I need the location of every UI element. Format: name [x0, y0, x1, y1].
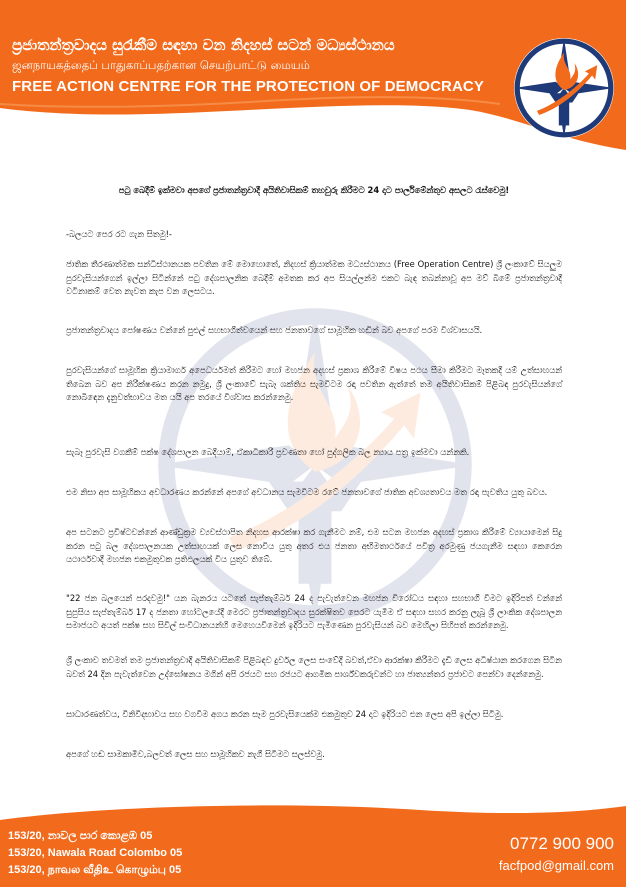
letter-heading: පටු බෙදීම් ඉක්මවා අපගේ ප්‍රජාතන්ත්‍රවාදී අයිතිවාසිකම් තහවුරු කිරීමට 24 දාට පාර්ලිමේන්තුව අසලට රැස්වෙමු! — [118, 185, 510, 195]
letterhead — [0, 0, 626, 150]
phone-number[interactable]: 0772 900 900 — [510, 834, 614, 853]
letter-paragraph: ජාතික තීරණාත්මක සන්ධිස්ථානයක පවතින මේ මොහොතේ, නිදහස් ක්‍රියාත්මක මධ්‍යස්ථානය (Free Operation Centre) ශ්‍රී ලංකාවේ සියලුම පුරවැසියන්ගෙන් ඉල්ලා සිටින්නේ පටු දේශපාලනික බෙදීම් අමතක කර අප සියල්ලන්ම එකට බැඳ තබන්නාවූ අප මව් බිමේ ප්‍රජාතන්ත්‍රවාදී වටිනාකම් වෙත නැවත කැප වන ලෙසටය. — [66, 259, 562, 297]
letter-salutation: -බලයට පෙර රට ගැන සිතමු!- — [66, 229, 172, 239]
letter-paragraph: ප්‍රජාතන්ත්‍රවාදය පෝෂණය වන්නේ පුළුල් සහභාගීත්වයෙන් සහ ජනතාවගේ සාමූහික හඬින් බව අපගේ පරම විශ්වාසයයි. — [66, 325, 483, 335]
torch-compass-logo-icon — [512, 36, 616, 140]
letter-paragraph: එම නිසා අප සාමූහිකය අවධාරණය කරන්නේ අපගේ අවධානය සැමවිටම රටේ ජනතාවගේ ජාතික අවශ්‍යතාවය මත රඳා පැවතිය යුතු බවය. — [66, 487, 548, 497]
address-sinhala: 153/20, නාවල පාර කොළඹ 05 — [8, 830, 153, 842]
letter-paragraph: අපගේ හඬ සාමකාමීව,බලවත් ලෙස සහ සාමූහිකව නැගී සිටීමට සලස්වමු. — [66, 749, 325, 759]
org-name-sinhala: ප්‍රජාතන්ත්‍රවාදය සුරැකීම සඳහා වන නිදහස් සටන් මධ්‍යස්ථානය — [12, 36, 395, 54]
letter-paragraph: සාධාරණත්වය, විනිවිදභාවය සහ වගවීම අගය කරන සෑම පුරවැසියෙක්ම එකමුතුව 24 දාට ඉදිරියට එන ලෙස අපි ඉල්ලා සිටිමු. — [66, 709, 504, 719]
letter-paragraph: පුරවැසියන්ගේ සාමූහික ක්‍රියාමාර්ග අපෙධර්යමත් කිරීමට හෝ මහජන අදහස් ප්‍රකාශ කිරීමේ විෂය පථය සීමා කිරීමට මෑතකදී යම් උත්සාහයන් තිබෙන බව අප නිරීක්ෂණය කරන නමුදු, ශ්‍රී ලංකාවේ සැබෑ ශක්තිය සැමවිටම රඳා පවතින ඇත්තේ තම අයිතිවාසිකම් පිළිබඳ පුරවැසියන්ගේ නොබිඳෙන දැනුවත්භාවය මත යයි අප තරයේ විශ්වාස කරන්නෙමු. — [66, 365, 562, 403]
letter-paragraph: "22 ජන බලයෙන් පරදවමු!" යන බැනරය යටතේ සැප්තැම්බර් 24 ද පැවැත්වෙන මහජන විරෝධය සඳහා සහභාගී වීමට ඉදිරිපත් වන්නේ සුපුසිය සැප්තැම්බර් 17 ද ජනතා හෝටලයේදී මෙරට ප්‍රජාතන්ත්‍රවාදය සුරක්ෂිතව පෙරට යැමීම ඒ සඳහා සහර කරනු ලැබූ ශ්‍රී ලාංකික දේශපාලන සමාජයට අයත් පක්ෂ සහ සිවිල් සංවිධානයන්හි මෙහෙයවීමෙන් ඉදිරියට පැමිණෙන පුරවැසියන් බව මෙහිලා සිහිපත් කරන්නෙමු. — [66, 593, 562, 631]
letter-paragraph: ශ්‍රී ලංකාව තවමත් තම ප්‍රජාතන්ත්‍රවාදී අයිතිවාසිකම් පිළිබඳව දුර්වල ලෙස සංවේදී බවත්,ඒවා ආරක්ෂා කිරීමට දැඩි ලෙස අධිෂ්ඨාන කරගෙන සිටින බවත් 24 දින පැවැත්වෙන උද්ඝෝෂනය මගින් අපි රජයට සහ රජයට ආගමික පාර්ශ්වකරුවන්ට හා ජාත්‍යන්තර ප්‍රජාවට පෙන්වා දෙන්නෙමු. — [66, 655, 562, 679]
email-address[interactable]: facfpod@gmail.com — [498, 858, 614, 873]
address-tamil: 153/20, நாவல வீதிஉ கொழும்பு 05 — [8, 864, 182, 876]
watermark-logo-icon — [150, 300, 480, 630]
address-english: 153/20, Nawala Road Colombo 05 — [8, 847, 183, 859]
letter-paragraph: සැබෑ පුරවැසි වගකීම් පක්ෂ දේශපාලන බෙදීයාම්, ඒකාධිකාරී ප්‍රවණතා හෝ පුද්ගලික බල න්‍යාය පත්‍ර ඉක්මවා යන්නකි. — [66, 447, 470, 457]
footer — [0, 800, 626, 887]
org-name-english: FREE ACTION CENTRE FOR THE PROTECTION OF DEMOCRACY — [12, 78, 484, 95]
letter-paragraph: අප සටනට ප්‍රවිෂ්ටවන්නේ ආණ්ඩුක්‍රම ව්‍යවස්ථාපිත නිදහස ආරක්ෂා කර ගැනීමට නම්, එම සටන මහජන අදහස් ප්‍රකාශ කිරීමේ ව්‍යායාමෙන් සිදු කරන පටු බල දේශපාලනයක උත්සාහයක් ලෙස නොවිය යුතු අතර එය ජනතා අභිමතාර්ථයේ පවිත්‍ර අරමුණු ජයගැනීම සඳහා කෙරෙන යථාර්ථවාදී මහජන එකමුතුවක ප්‍රතිඵලයක් විය යුතුව තිබේ. — [66, 527, 562, 565]
org-name-tamil: ஜனநாயகத்தைப் பாதுகாப்பதற்கான செயற்பாட்டு மையம் — [12, 58, 310, 72]
